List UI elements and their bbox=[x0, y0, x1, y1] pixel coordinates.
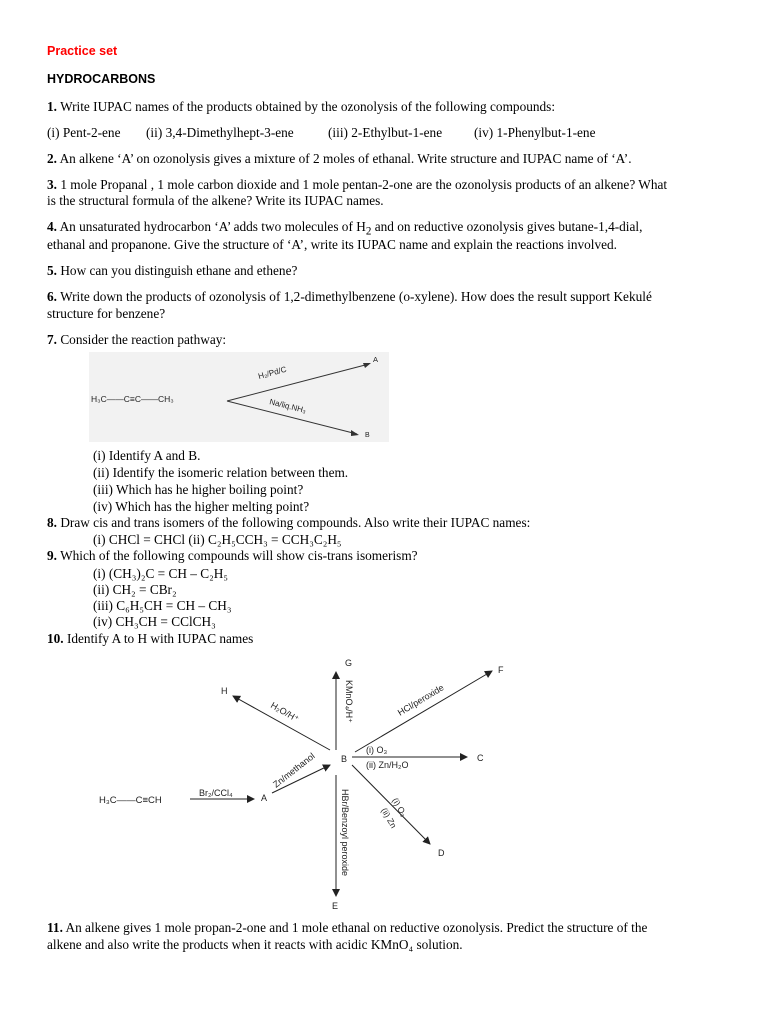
question-text: Identify A to H with IUPAC names bbox=[66, 631, 254, 646]
question-11-continued: alkene and also write the products when it reacts with acidic KMnO₄ solution. bbox=[47, 937, 463, 952]
reagent-o3-d-label: (i) O₃ bbox=[390, 796, 409, 819]
compound-g-label: G bbox=[345, 658, 353, 668]
question-10 bbox=[47, 631, 253, 647]
question-5 bbox=[47, 263, 297, 279]
q9-option-iii: (iii) C₆H₅CH = CH – CH₃ bbox=[93, 598, 232, 613]
q9-option-i: (i) (CH₃)₂C = CH – C₂H₅ bbox=[93, 566, 229, 581]
question-text: Which of the following compounds will show cis-trans isomerism? bbox=[60, 548, 418, 563]
compound-f-label: F bbox=[498, 665, 504, 675]
question-text: An alkene gives 1 mole propan-2-one and 1 mole ethanal on reductive ozonolysis. Predict the structure of the bbox=[65, 920, 648, 935]
question-text: Draw cis and trans isomers of the following compounds. Also write their IUPAC names: bbox=[60, 515, 531, 530]
question-6-continued: structure for benzene? bbox=[47, 306, 166, 321]
propyne-label: H₃C——C≡CH bbox=[99, 795, 162, 806]
option-iv: (iv) 1-Phenylbut-1-ene bbox=[474, 125, 596, 140]
q9-option-ii: (ii) CH₂ = CBr₂ bbox=[93, 582, 177, 597]
arrow-to-a bbox=[227, 364, 369, 401]
arrowhead-b bbox=[351, 430, 359, 436]
question-text: Write down the products of ozonolysis of 1,2-dimethylbenzene (o-xylene). How does the result support Kekulé bbox=[60, 289, 652, 304]
question-number: 5. bbox=[47, 263, 57, 278]
question-8 bbox=[47, 515, 530, 531]
product-b-label: B bbox=[365, 432, 370, 439]
reagent-hcl-peroxide-label: HCl/peroxide bbox=[395, 682, 446, 718]
compound-h-label: H bbox=[221, 686, 228, 696]
reagent-hbr-label: HBr/Benzoyl peroxide bbox=[340, 789, 350, 877]
question-number: 11. bbox=[47, 920, 63, 935]
upper-reagent-label: H₂/Pd/C bbox=[257, 364, 288, 381]
question-1-options bbox=[47, 125, 595, 141]
reagent-h2o-label: H₂O/H⁺ bbox=[269, 700, 301, 725]
question-number: 3. bbox=[47, 177, 57, 192]
question-text: Consider the reaction pathway: bbox=[60, 332, 227, 347]
question-2 bbox=[47, 151, 632, 167]
question-6 bbox=[47, 289, 652, 305]
arrow-to-d bbox=[352, 765, 430, 844]
question-9 bbox=[47, 548, 418, 564]
question-number: 7. bbox=[47, 332, 57, 347]
question-number: 6. bbox=[47, 289, 57, 304]
reagent-o3-label: (i) O₃ bbox=[366, 745, 388, 755]
q7-part-iii: (iii) Which has he higher boiling point? bbox=[93, 482, 304, 497]
reagent-zn-d-label: (ii) Zn bbox=[379, 806, 399, 830]
question-text: An unsaturated hydrocarbon ‘A’ adds two molecules of H bbox=[59, 219, 366, 234]
q7-part-iv: (iv) Which has the higher melting point? bbox=[93, 499, 310, 514]
question-8-compounds: (i) CHCl = CHCl (ii) C₂H₅CCH₃ = CCH₃C₂H₅ bbox=[93, 532, 342, 547]
reagent-kmno4-label: KMnO₄/H⁺ bbox=[344, 680, 354, 723]
question-7 bbox=[47, 332, 226, 348]
subscript: 2 bbox=[365, 225, 372, 238]
option-ii: (ii) 3,4-Dimethylhept-3-ene bbox=[146, 125, 294, 140]
question-3-continued: is the structural formula of the alkene? Write its IUPAC names. bbox=[47, 193, 384, 208]
question-number: 9. bbox=[47, 548, 57, 563]
question-number: 8. bbox=[47, 515, 57, 530]
question-text: How can you distinguish ethane and ethene? bbox=[60, 263, 298, 278]
q7-part-i: (i) Identify A and B. bbox=[93, 448, 201, 463]
question-11 bbox=[47, 920, 647, 936]
practice-set-title: Practice set bbox=[47, 44, 118, 58]
product-a-label: A bbox=[373, 355, 379, 364]
question-3 bbox=[47, 177, 667, 193]
compound-b-label: B bbox=[341, 754, 348, 764]
reaction-pathway-svg bbox=[89, 352, 389, 442]
question-text: Write IUPAC names of the products obtained by the ozonolysis of the following compounds: bbox=[60, 99, 556, 114]
reaction-pathway-diagram bbox=[89, 352, 389, 442]
lower-reagent-label: Na/liq.NH₃ bbox=[268, 397, 308, 416]
compound-a-label: A bbox=[261, 793, 268, 803]
q7-part-ii: (ii) Identify the isomeric relation between them. bbox=[93, 465, 349, 480]
question-4-continued: ethanal and propanone. Give the structure of ‘A’, write its IUPAC name and explain the reactions involved. bbox=[47, 237, 618, 252]
q9-option-iv: (iv) CH₃CH = CClCH₃ bbox=[93, 614, 216, 629]
question-number: 1. bbox=[47, 99, 57, 114]
question-text: An alkene ‘A’ on ozonolysis gives a mixture of 2 moles of ethanal. Write structure and IUPAC name of ‘A’. bbox=[59, 151, 632, 166]
reagent-zn-methanol-label: Zn/methanol bbox=[271, 750, 317, 790]
identify-a-to-h-diagram bbox=[0, 650, 768, 915]
question-text: 1 mole Propanal , 1 mole carbon dioxide and 1 mole pentan-2-one are the ozonolysis products of an alkene? What bbox=[60, 177, 668, 192]
compound-c-label: C bbox=[477, 753, 484, 763]
reagent-br2-label: Br₂/CCl₄ bbox=[199, 788, 233, 798]
option-iii: (iii) 2-Ethylbut-1-ene bbox=[328, 125, 443, 140]
question-text: and on reductive ozonolysis gives butane-1,4-dial, bbox=[371, 219, 643, 234]
compound-e-label: E bbox=[332, 901, 339, 911]
arrowhead-a bbox=[363, 363, 371, 368]
reactant-label: H₃C——C≡C——CH₃ bbox=[91, 394, 174, 404]
section-heading: HYDROCARBONS bbox=[47, 72, 156, 86]
question-1 bbox=[47, 99, 555, 115]
compound-d-label: D bbox=[438, 848, 445, 858]
reagent-zn-h2o-label: (ii) Zn/H₂O bbox=[366, 760, 409, 770]
question-number: 10. bbox=[47, 631, 64, 646]
question-number: 4. bbox=[47, 219, 57, 234]
question-number: 2. bbox=[47, 151, 57, 166]
option-i: (i) Pent-2-ene bbox=[47, 125, 121, 140]
arrow-to-f bbox=[355, 671, 492, 752]
